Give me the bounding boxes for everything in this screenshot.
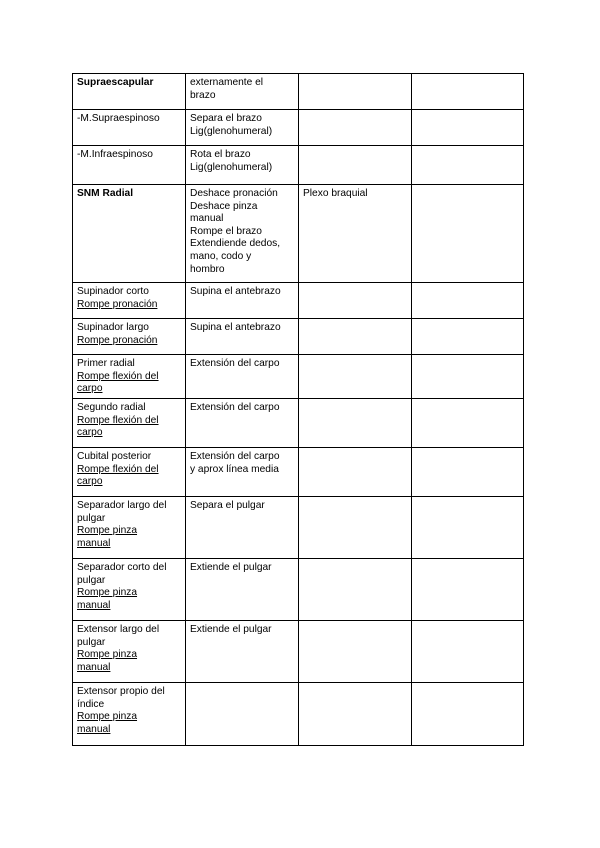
action-cell [186, 185, 299, 283]
muscle-name: índice [77, 698, 105, 710]
action-cell [186, 146, 299, 185]
test-text: carpo [77, 427, 103, 439]
muscle-name: Supraescapular [77, 77, 154, 88]
action-text: Rompe el brazo [190, 225, 262, 237]
action-text: Extendiende dedos, [190, 238, 281, 250]
action-cell [186, 319, 299, 355]
action-cell [186, 497, 299, 559]
muscle-cell [73, 146, 186, 185]
plexus-cell [299, 146, 412, 185]
table-row [73, 683, 524, 746]
action-cell [186, 559, 299, 621]
action-text: mano, codo y [190, 250, 252, 262]
table-body [73, 74, 524, 746]
table-row [73, 74, 524, 110]
muscle-name: -M.Infraespinoso [77, 149, 153, 160]
test-text: Rompe pronación [77, 298, 158, 310]
test-text: Rompe pinza [77, 711, 138, 723]
plexus-cell [299, 497, 412, 559]
plexus-text: Plexo braquial [303, 188, 368, 199]
extra-cell [412, 355, 524, 399]
plexus-cell [299, 74, 412, 110]
action-cell [186, 621, 299, 683]
extra-cell [412, 559, 524, 621]
plexus-cell [299, 559, 412, 621]
table-row [73, 448, 524, 497]
extra-cell [412, 399, 524, 448]
plexus-cell [299, 110, 412, 146]
muscle-cell [73, 185, 186, 283]
table-row [73, 497, 524, 559]
action-text: externamente el [190, 77, 264, 88]
extra-cell [412, 683, 524, 746]
table-row [73, 110, 524, 146]
extra-cell [412, 319, 524, 355]
extra-cell [412, 74, 524, 110]
test-text: carpo [77, 476, 103, 488]
action-text: Extensión del carpo [190, 402, 280, 413]
action-text: Lig(glenohumeral) [190, 125, 273, 137]
action-text: Rota el brazo [190, 149, 251, 160]
muscle-cell [73, 621, 186, 683]
plexus-cell [299, 683, 412, 746]
test-text: manual [77, 599, 111, 611]
action-text: Extensión del carpo [190, 358, 280, 369]
muscle-name: Separador largo del [77, 500, 167, 511]
extra-cell [412, 283, 524, 319]
action-text: Separa el pulgar [190, 500, 265, 511]
muscle-cell [73, 355, 186, 399]
table-row [73, 559, 524, 621]
test-text: Rompe flexión del [77, 463, 159, 475]
plexus-cell [299, 621, 412, 683]
action-text: Extiende el pulgar [190, 562, 272, 573]
action-text: manual [190, 213, 224, 225]
action-text: Supina el antebrazo [190, 286, 281, 297]
table-row [73, 621, 524, 683]
muscle-name: Supinador largo [77, 322, 149, 333]
action-text: Separa el brazo [190, 113, 262, 124]
action-cell [186, 283, 299, 319]
extra-cell [412, 621, 524, 683]
action-cell [186, 399, 299, 448]
muscle-name: pulgar [77, 636, 106, 648]
muscle-name: -M.Supraespinoso [77, 113, 160, 124]
plexus-cell [299, 283, 412, 319]
table-row [73, 185, 524, 283]
muscle-cell [73, 110, 186, 146]
test-text: manual [77, 537, 111, 549]
muscle-cell [73, 399, 186, 448]
action-cell [186, 683, 299, 746]
test-text: Rompe pronación [77, 334, 158, 346]
muscle-name: Extensor largo del [77, 624, 160, 635]
muscle-cell [73, 497, 186, 559]
test-text: Rompe pinza [77, 649, 138, 661]
action-text: Supina el antebrazo [190, 322, 281, 333]
action-cell [186, 355, 299, 399]
muscle-name: Segundo radial [77, 402, 146, 413]
action-text: Extensión del carpo [190, 451, 280, 462]
test-text: Rompe pinza [77, 587, 138, 599]
extra-cell [412, 497, 524, 559]
muscle-name: Separador corto del [77, 562, 167, 573]
plexus-cell [299, 448, 412, 497]
extra-cell [412, 448, 524, 497]
test-text: Rompe flexión del [77, 414, 159, 426]
test-text: carpo [77, 383, 103, 395]
muscle-cell [73, 448, 186, 497]
action-text: Extiende el pulgar [190, 624, 272, 635]
test-text: manual [77, 723, 111, 735]
muscle-name: pulgar [77, 574, 106, 586]
plexus-cell [299, 399, 412, 448]
action-text: brazo [190, 89, 216, 101]
muscle-name: pulgar [77, 512, 106, 524]
muscle-name: Cubital posterior [77, 451, 152, 462]
extra-cell [412, 185, 524, 283]
table-row [73, 283, 524, 319]
extra-cell [412, 110, 524, 146]
muscle-cell [73, 683, 186, 746]
action-text: y aprox línea media [190, 463, 279, 475]
muscle-cell [73, 283, 186, 319]
muscle-name: SNM Radial [77, 188, 134, 199]
table-row [73, 319, 524, 355]
table-row [73, 355, 524, 399]
muscle-name: Supinador corto [77, 286, 149, 297]
action-cell [186, 74, 299, 110]
action-text: hombro [190, 263, 225, 275]
action-text: Deshace pinza [190, 200, 258, 212]
plexus-cell [299, 355, 412, 399]
extra-cell [412, 146, 524, 185]
plexus-cell [299, 185, 412, 283]
muscle-table [72, 73, 524, 746]
muscle-cell [73, 559, 186, 621]
table-row [73, 146, 524, 185]
test-text: Rompe flexión del [77, 370, 159, 382]
muscle-name: Extensor propio del [77, 686, 165, 697]
plexus-cell [299, 319, 412, 355]
muscle-name: Primer radial [77, 358, 135, 369]
action-text: Lig(glenohumeral) [190, 161, 273, 173]
test-text: manual [77, 661, 111, 673]
muscle-cell [73, 319, 186, 355]
action-cell [186, 448, 299, 497]
action-text: Deshace pronación [190, 188, 278, 199]
muscle-cell [73, 74, 186, 110]
test-text: Rompe pinza [77, 525, 138, 537]
table-row [73, 399, 524, 448]
action-cell [186, 110, 299, 146]
